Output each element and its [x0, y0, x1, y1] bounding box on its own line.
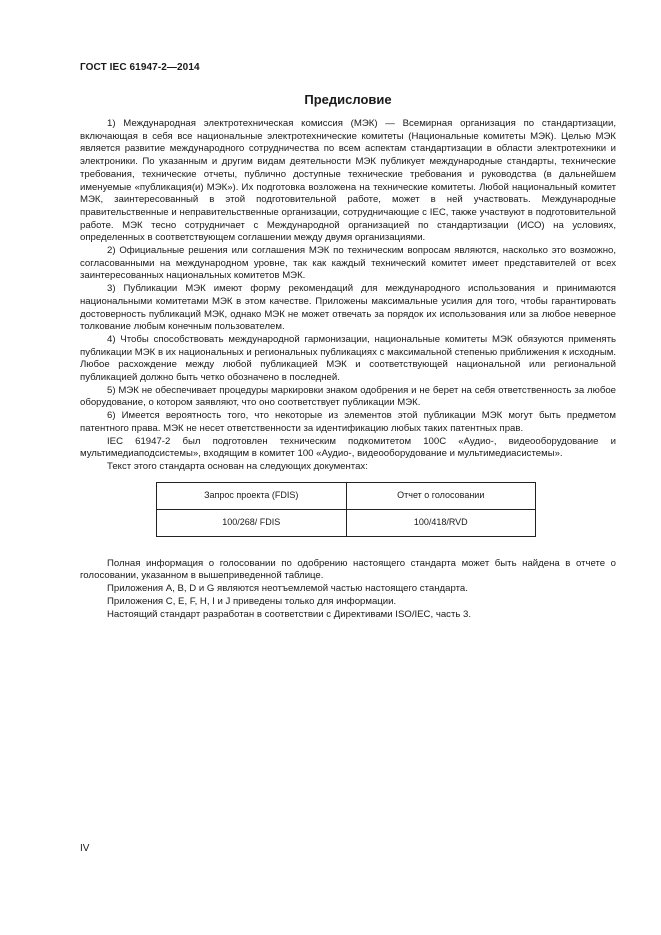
paragraph-1: 1) Международная электротехническая комиссия (МЭК) — Всемирная организация по стандартизации, включающая в себя все национальные электротехнические комитеты (Национальные комитеты МЭК). Целью МЭК является развитие международного сотрудничества по всем аспектам стандартизации в области электротехники и электроники. По указанным и другим видам деятельности МЭК публикует международные стандарты, технические требования, технические отчеты, публично доступные технические требования и руководства (в дальнейшем именуемые «публикация(и) МЭК»). Их подготовка возложена на технические комитеты. Любой национальный комитет МЭК, заинтересованный в этой подготовительной работе, может в ней участвовать. Международные правительственные и неправительственные организации, сотрудничающие с IEC, также участвуют в подготовительной работе. МЭК тесно сотрудничает с Международной организацией по стандартизации (ИСО) на условиях, определенных в соответствующем соглашении между двумя организациями.	[80, 118, 616, 244]
paragraph-4: 4) Чтобы способствовать международной гармонизации, национальные комитеты МЭК обязуются применять публикации МЭК в их национальных и региональных публикациях с максимальной степенью приближения к исходным. Любое расхождение между любой публикацией МЭК и соответствующей национальной или региональной публикацией должно быть четко обозначено в последней.	[80, 333, 616, 384]
paragraph-2: 2) Официальные решения или соглашения МЭК по техническим вопросам являются, насколько это возможно, согласованными на международном уровне, так как каждый технический комитет имеет представителей от всех заинтересованных национальных комитетов МЭК.	[80, 245, 616, 282]
table-cell-fdis: 100/268/ FDIS	[157, 509, 347, 536]
paragraph-6: 6) Имеется вероятность того, что некоторые из элементов этой публикации МЭК могут быть предметом патентного права. МЭК не несет ответственности за идентификацию любых таких патентных прав.	[80, 410, 616, 434]
paragraph-informative-annexes: Приложения C, E, F, H, I и J приведены только для информации.	[107, 595, 397, 607]
paragraph-normative-annexes: Приложения A, B, D и G являются неотъемлемой частью настоящего стандарта.	[107, 583, 468, 595]
table-row	[157, 509, 536, 536]
paragraph-5: 5) МЭК не обеспечивает процедуры маркировки знаком одобрения и не берет на себя ответственность за любое оборудование, о котором заявляют, что оно соответствует публикации МЭК.	[80, 384, 616, 409]
voting-documents-table	[156, 482, 536, 537]
document-body	[80, 118, 616, 621]
table-header-rvd: Отчет о голосовании	[346, 482, 536, 509]
paragraph-3: 3) Публикации МЭК имеют форму рекомендаций для международного использования и принимаются национальными комитетами МЭК в этом качестве. Приложены максимальные усилия для того, чтобы гарантировать достоверность публикаций МЭК, однако МЭК не может отвечать за порядок их использования или за любое неверное толкование любым конечным пользователем.	[80, 283, 616, 333]
paragraph-prepared-by: IEC 61947-2 был подготовлен техническим подкомитетом 100C «Аудио-, видеооборудование и мультимедиаподсистемы», входящим в комитет 100 «Аудио-, видеооборудование и мультимедиасистемы».	[80, 435, 616, 460]
closing-section	[80, 558, 616, 622]
page-number: IV	[80, 843, 90, 854]
table-header-row	[157, 482, 536, 509]
page-title: Предисловие	[304, 92, 392, 107]
paragraph-directives: Настоящий стандарт разработан в соответствии с Директивами ISO/IEC, часть 3.	[107, 608, 472, 620]
standard-code-header: ГОСТ IEC 61947-2—2014	[80, 62, 200, 73]
paragraph-based-on: Текст этого стандарта основан на следующих документах:	[107, 460, 368, 472]
table-header-fdis: Запрос проекта (FDIS)	[157, 482, 347, 509]
paragraph-voting-info: Полная информация о голосовании по одобрению настоящего стандарта может быть найдена в отчете о голосовании, указанном в вышеприведенной таблице.	[80, 557, 616, 582]
table-cell-rvd: 100/418/RVD	[346, 509, 536, 536]
